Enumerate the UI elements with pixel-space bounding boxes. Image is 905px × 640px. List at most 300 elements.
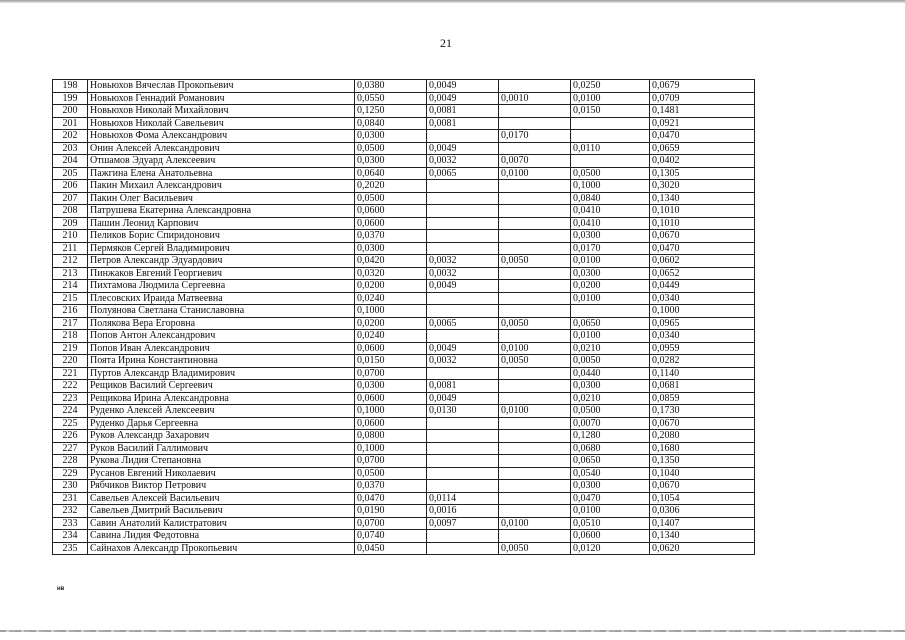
value-col-3 bbox=[499, 367, 571, 380]
value-col-2: 0,0049 bbox=[427, 80, 499, 93]
page-number: 21 bbox=[440, 36, 452, 50]
table-row bbox=[53, 442, 755, 455]
value-col-1: 0,0800 bbox=[355, 430, 427, 443]
value-total: 0,0659 bbox=[650, 142, 755, 155]
row-number: 202 bbox=[53, 130, 88, 143]
value-col-1: 0,0700 bbox=[355, 367, 427, 380]
value-col-1: 0,0200 bbox=[355, 317, 427, 330]
value-col-3: 0,0100 bbox=[499, 167, 571, 180]
value-col-4: 0,0840 bbox=[571, 192, 650, 205]
value-total: 0,0470 bbox=[650, 130, 755, 143]
table-row bbox=[53, 367, 755, 380]
value-col-4: 0,0210 bbox=[571, 392, 650, 405]
value-col-3 bbox=[499, 492, 571, 505]
value-col-3: 0,0010 bbox=[499, 92, 571, 105]
owner-name: Русанов Евгений Николаевич bbox=[88, 467, 355, 480]
owner-name: Рябчиков Виктор Петрович bbox=[88, 480, 355, 493]
value-col-2: 0,0065 bbox=[427, 167, 499, 180]
value-col-4: 0,0200 bbox=[571, 280, 650, 293]
value-col-1: 0,0300 bbox=[355, 242, 427, 255]
value-col-4 bbox=[571, 130, 650, 143]
value-col-1: 0,0200 bbox=[355, 280, 427, 293]
value-col-3 bbox=[499, 330, 571, 343]
value-total: 0,0859 bbox=[650, 392, 755, 405]
footer-mark: нв bbox=[57, 586, 65, 592]
value-col-3 bbox=[499, 192, 571, 205]
table-row bbox=[53, 192, 755, 205]
table-row bbox=[53, 417, 755, 430]
value-total: 0,0670 bbox=[650, 230, 755, 243]
value-total: 0,1040 bbox=[650, 467, 755, 480]
owner-name: Отшамов Эдуард Алексеевич bbox=[88, 155, 355, 168]
value-col-1: 0,0550 bbox=[355, 92, 427, 105]
value-total: 0,1680 bbox=[650, 442, 755, 455]
table-row bbox=[53, 205, 755, 218]
value-col-4: 0,0100 bbox=[571, 255, 650, 268]
row-number: 211 bbox=[53, 242, 88, 255]
table-row bbox=[53, 80, 755, 93]
value-col-1: 0,0240 bbox=[355, 330, 427, 343]
owner-name: Попов Иван Александрович bbox=[88, 342, 355, 355]
table-row bbox=[53, 142, 755, 155]
value-total: 0,0340 bbox=[650, 330, 755, 343]
value-col-2 bbox=[427, 480, 499, 493]
value-total: 0,1054 bbox=[650, 492, 755, 505]
value-col-1: 0,0300 bbox=[355, 130, 427, 143]
row-number: 220 bbox=[53, 355, 88, 368]
value-col-3 bbox=[499, 267, 571, 280]
value-col-1: 0,0600 bbox=[355, 217, 427, 230]
value-col-3 bbox=[499, 417, 571, 430]
value-col-2 bbox=[427, 442, 499, 455]
value-total: 0,0965 bbox=[650, 317, 755, 330]
value-col-2: 0,0081 bbox=[427, 380, 499, 393]
value-total: 0,1730 bbox=[650, 405, 755, 418]
owner-name: Новьюхов Николай Михайлович bbox=[88, 105, 355, 118]
value-col-4: 0,0650 bbox=[571, 317, 650, 330]
value-col-3: 0,0050 bbox=[499, 542, 571, 555]
value-col-4 bbox=[571, 155, 650, 168]
table-row bbox=[53, 517, 755, 530]
shares-table bbox=[52, 79, 755, 555]
value-total: 0,1000 bbox=[650, 305, 755, 318]
value-col-4: 0,0110 bbox=[571, 142, 650, 155]
value-col-1: 0,0450 bbox=[355, 542, 427, 555]
row-number: 234 bbox=[53, 530, 88, 543]
value-col-2 bbox=[427, 430, 499, 443]
value-col-4: 0,0210 bbox=[571, 342, 650, 355]
value-total: 0,1140 bbox=[650, 367, 755, 380]
row-number: 221 bbox=[53, 367, 88, 380]
owner-name: Савин Анатолий Калистратович bbox=[88, 517, 355, 530]
row-number: 225 bbox=[53, 417, 88, 430]
value-col-4: 0,0680 bbox=[571, 442, 650, 455]
row-number: 226 bbox=[53, 430, 88, 443]
value-col-1: 0,0150 bbox=[355, 355, 427, 368]
value-col-4: 0,0600 bbox=[571, 530, 650, 543]
value-total: 0,0470 bbox=[650, 242, 755, 255]
value-total: 0,1350 bbox=[650, 455, 755, 468]
value-col-2 bbox=[427, 242, 499, 255]
value-col-1: 0,0600 bbox=[355, 205, 427, 218]
table-row bbox=[53, 180, 755, 193]
value-col-1: 0,0300 bbox=[355, 155, 427, 168]
value-col-3 bbox=[499, 242, 571, 255]
row-number: 227 bbox=[53, 442, 88, 455]
value-total: 0,0652 bbox=[650, 267, 755, 280]
owner-name: Рещикова Ирина Александровна bbox=[88, 392, 355, 405]
owner-name: Пеликов Борис Спиридонович bbox=[88, 230, 355, 243]
value-col-3: 0,0100 bbox=[499, 405, 571, 418]
value-col-4: 0,0100 bbox=[571, 292, 650, 305]
table-row bbox=[53, 355, 755, 368]
value-col-1: 0,0840 bbox=[355, 117, 427, 130]
value-col-2: 0,0130 bbox=[427, 405, 499, 418]
value-col-2: 0,0032 bbox=[427, 355, 499, 368]
value-total: 0,0959 bbox=[650, 342, 755, 355]
value-col-3 bbox=[499, 480, 571, 493]
value-col-1: 0,0740 bbox=[355, 530, 427, 543]
row-number: 198 bbox=[53, 80, 88, 93]
table-row bbox=[53, 330, 755, 343]
table-row bbox=[53, 317, 755, 330]
row-number: 204 bbox=[53, 155, 88, 168]
value-total: 0,1407 bbox=[650, 517, 755, 530]
value-col-3: 0,0170 bbox=[499, 130, 571, 143]
owner-name: Пуртов Александр Владимирович bbox=[88, 367, 355, 380]
value-total: 0,0679 bbox=[650, 80, 755, 93]
owner-name: Плесовских Ираида Матвеевна bbox=[88, 292, 355, 305]
table-row bbox=[53, 292, 755, 305]
value-col-3 bbox=[499, 180, 571, 193]
value-col-3 bbox=[499, 230, 571, 243]
row-number: 217 bbox=[53, 317, 88, 330]
table-row bbox=[53, 255, 755, 268]
owner-name: Полякова Вера Егоровна bbox=[88, 317, 355, 330]
value-col-1: 0,0370 bbox=[355, 230, 427, 243]
owner-name: Пашин Леонид Карпович bbox=[88, 217, 355, 230]
value-col-4: 0,0120 bbox=[571, 542, 650, 555]
value-col-2: 0,0032 bbox=[427, 155, 499, 168]
value-col-4: 0,0470 bbox=[571, 492, 650, 505]
value-total: 0,0921 bbox=[650, 117, 755, 130]
value-col-2: 0,0081 bbox=[427, 105, 499, 118]
value-col-1: 0,0300 bbox=[355, 380, 427, 393]
value-col-2: 0,0049 bbox=[427, 142, 499, 155]
table-row bbox=[53, 92, 755, 105]
value-total: 0,0670 bbox=[650, 417, 755, 430]
value-col-2: 0,0032 bbox=[427, 267, 499, 280]
value-col-4: 0,0100 bbox=[571, 92, 650, 105]
value-total: 0,1481 bbox=[650, 105, 755, 118]
value-col-4: 0,0150 bbox=[571, 105, 650, 118]
value-col-4: 0,0410 bbox=[571, 205, 650, 218]
value-col-4: 0,0300 bbox=[571, 480, 650, 493]
owner-name: Пермяков Сергей Владимирович bbox=[88, 242, 355, 255]
value-col-1: 0,0500 bbox=[355, 142, 427, 155]
value-col-3: 0,0100 bbox=[499, 342, 571, 355]
owner-name: Руденко Дарья Сергеевна bbox=[88, 417, 355, 430]
value-col-3 bbox=[499, 392, 571, 405]
value-col-4 bbox=[571, 117, 650, 130]
row-number: 212 bbox=[53, 255, 88, 268]
owner-name: Петров Александр Эдуардович bbox=[88, 255, 355, 268]
value-col-1: 0,0320 bbox=[355, 267, 427, 280]
owner-name: Поята Ирина Константиновна bbox=[88, 355, 355, 368]
row-number: 206 bbox=[53, 180, 88, 193]
row-number: 233 bbox=[53, 517, 88, 530]
value-col-2 bbox=[427, 530, 499, 543]
row-number: 200 bbox=[53, 105, 88, 118]
value-col-4: 0,0300 bbox=[571, 230, 650, 243]
value-col-1: 0,0600 bbox=[355, 417, 427, 430]
table-row bbox=[53, 342, 755, 355]
value-col-2: 0,0032 bbox=[427, 255, 499, 268]
table-row bbox=[53, 130, 755, 143]
value-total: 0,1010 bbox=[650, 205, 755, 218]
table-row bbox=[53, 155, 755, 168]
table-row bbox=[53, 230, 755, 243]
table-row bbox=[53, 405, 755, 418]
owner-name: Рукова Лидия Степановна bbox=[88, 455, 355, 468]
row-number: 223 bbox=[53, 392, 88, 405]
table-row bbox=[53, 117, 755, 130]
owner-name: Пакин Михаил Александрович bbox=[88, 180, 355, 193]
value-col-2 bbox=[427, 455, 499, 468]
owner-name: Рещиков Василий Сергеевич bbox=[88, 380, 355, 393]
value-col-3: 0,0050 bbox=[499, 317, 571, 330]
value-col-4: 0,1280 bbox=[571, 430, 650, 443]
value-col-2 bbox=[427, 417, 499, 430]
value-col-3 bbox=[499, 205, 571, 218]
value-col-1: 0,0470 bbox=[355, 492, 427, 505]
value-col-1: 0,0380 bbox=[355, 80, 427, 93]
value-col-4: 0,0070 bbox=[571, 417, 650, 430]
value-col-2: 0,0049 bbox=[427, 392, 499, 405]
row-number: 228 bbox=[53, 455, 88, 468]
row-number: 231 bbox=[53, 492, 88, 505]
table-row bbox=[53, 280, 755, 293]
owner-name: Пажгина Елена Анатольевна bbox=[88, 167, 355, 180]
owner-name: Пинжаков Евгений Георгиевич bbox=[88, 267, 355, 280]
value-total: 0,1010 bbox=[650, 217, 755, 230]
value-col-3 bbox=[499, 80, 571, 93]
row-number: 232 bbox=[53, 505, 88, 518]
value-col-3 bbox=[499, 105, 571, 118]
row-number: 214 bbox=[53, 280, 88, 293]
value-col-2 bbox=[427, 330, 499, 343]
value-col-3 bbox=[499, 442, 571, 455]
table-row bbox=[53, 105, 755, 118]
table-row bbox=[53, 305, 755, 318]
value-col-4: 0,0510 bbox=[571, 517, 650, 530]
row-number: 208 bbox=[53, 205, 88, 218]
value-total: 0,0449 bbox=[650, 280, 755, 293]
row-number: 215 bbox=[53, 292, 88, 305]
owner-name: Новьюхов Фома Александрович bbox=[88, 130, 355, 143]
table-row bbox=[53, 392, 755, 405]
table-row bbox=[53, 492, 755, 505]
value-col-3 bbox=[499, 505, 571, 518]
value-col-4: 0,0650 bbox=[571, 455, 650, 468]
value-col-1: 0,0640 bbox=[355, 167, 427, 180]
row-number: 201 bbox=[53, 117, 88, 130]
owner-name: Попов Антон Александрович bbox=[88, 330, 355, 343]
scan-edge-top bbox=[0, 0, 905, 3]
row-number: 199 bbox=[53, 92, 88, 105]
table-row bbox=[53, 455, 755, 468]
value-col-3: 0,0100 bbox=[499, 517, 571, 530]
value-col-2 bbox=[427, 305, 499, 318]
value-col-2 bbox=[427, 292, 499, 305]
value-col-2 bbox=[427, 205, 499, 218]
owner-name: Онин Алексей Александрович bbox=[88, 142, 355, 155]
value-col-3 bbox=[499, 117, 571, 130]
value-total: 0,0402 bbox=[650, 155, 755, 168]
owner-name: Сайнахов Александр Прокопьевич bbox=[88, 542, 355, 555]
value-col-3: 0,0050 bbox=[499, 255, 571, 268]
owner-name: Новьюхов Николай Савельевич bbox=[88, 117, 355, 130]
value-col-4: 0,0500 bbox=[571, 167, 650, 180]
value-col-2 bbox=[427, 230, 499, 243]
owner-name: Новьюхов Геннадий Романович bbox=[88, 92, 355, 105]
value-col-1: 0,0240 bbox=[355, 292, 427, 305]
value-col-4: 0,0100 bbox=[571, 505, 650, 518]
value-col-4: 0,0170 bbox=[571, 242, 650, 255]
owner-name: Руков Василий Галлимович bbox=[88, 442, 355, 455]
table-row bbox=[53, 242, 755, 255]
owner-name: Савина Лидия Федотовна bbox=[88, 530, 355, 543]
value-col-3 bbox=[499, 530, 571, 543]
value-total: 0,0282 bbox=[650, 355, 755, 368]
value-total: 0,1305 bbox=[650, 167, 755, 180]
value-col-3: 0,0050 bbox=[499, 355, 571, 368]
value-col-2: 0,0065 bbox=[427, 317, 499, 330]
value-col-2: 0,0016 bbox=[427, 505, 499, 518]
table-row bbox=[53, 530, 755, 543]
row-number: 216 bbox=[53, 305, 88, 318]
row-number: 210 bbox=[53, 230, 88, 243]
table-row bbox=[53, 167, 755, 180]
value-total: 0,3020 bbox=[650, 180, 755, 193]
value-col-3 bbox=[499, 142, 571, 155]
value-col-2 bbox=[427, 217, 499, 230]
row-number: 218 bbox=[53, 330, 88, 343]
value-col-2 bbox=[427, 192, 499, 205]
value-total: 0,0602 bbox=[650, 255, 755, 268]
row-number: 229 bbox=[53, 467, 88, 480]
row-number: 235 bbox=[53, 542, 88, 555]
owner-name: Патрушева Екатерина Александровна bbox=[88, 205, 355, 218]
value-col-1: 0,0700 bbox=[355, 455, 427, 468]
row-number: 205 bbox=[53, 167, 88, 180]
value-col-1: 0,0190 bbox=[355, 505, 427, 518]
value-total: 0,1340 bbox=[650, 192, 755, 205]
value-col-4: 0,1000 bbox=[571, 180, 650, 193]
value-col-1: 0,0420 bbox=[355, 255, 427, 268]
value-col-2 bbox=[427, 130, 499, 143]
value-total: 0,0670 bbox=[650, 480, 755, 493]
owner-name: Руденко Алексей Алексеевич bbox=[88, 405, 355, 418]
value-col-3 bbox=[499, 280, 571, 293]
value-col-2 bbox=[427, 542, 499, 555]
value-total: 0,0340 bbox=[650, 292, 755, 305]
value-col-1: 0,0500 bbox=[355, 192, 427, 205]
value-col-3 bbox=[499, 292, 571, 305]
value-col-1: 0,1000 bbox=[355, 305, 427, 318]
value-col-2 bbox=[427, 180, 499, 193]
value-col-2: 0,0049 bbox=[427, 342, 499, 355]
value-col-1: 0,1000 bbox=[355, 442, 427, 455]
table-row bbox=[53, 480, 755, 493]
value-col-3 bbox=[499, 380, 571, 393]
owner-name: Савельев Алексей Васильевич bbox=[88, 492, 355, 505]
row-number: 219 bbox=[53, 342, 88, 355]
value-col-3 bbox=[499, 455, 571, 468]
value-col-3: 0,0070 bbox=[499, 155, 571, 168]
value-total: 0,1340 bbox=[650, 530, 755, 543]
value-col-2: 0,0114 bbox=[427, 492, 499, 505]
value-col-2: 0,0097 bbox=[427, 517, 499, 530]
row-number: 224 bbox=[53, 405, 88, 418]
value-col-3 bbox=[499, 467, 571, 480]
table-row bbox=[53, 380, 755, 393]
value-col-1: 0,0370 bbox=[355, 480, 427, 493]
value-col-2: 0,0081 bbox=[427, 117, 499, 130]
value-col-1: 0,1250 bbox=[355, 105, 427, 118]
value-col-1: 0,0700 bbox=[355, 517, 427, 530]
value-col-2: 0,0049 bbox=[427, 92, 499, 105]
owner-name: Руков Александр Захарович bbox=[88, 430, 355, 443]
value-col-4: 0,0300 bbox=[571, 380, 650, 393]
owner-name: Пакин Олег Васильевич bbox=[88, 192, 355, 205]
value-col-3 bbox=[499, 305, 571, 318]
row-number: 213 bbox=[53, 267, 88, 280]
table-body bbox=[53, 80, 755, 555]
table-row bbox=[53, 467, 755, 480]
table-row bbox=[53, 267, 755, 280]
value-col-2 bbox=[427, 367, 499, 380]
value-col-2 bbox=[427, 467, 499, 480]
value-col-4: 0,0100 bbox=[571, 330, 650, 343]
value-total: 0,0709 bbox=[650, 92, 755, 105]
table-row bbox=[53, 430, 755, 443]
row-number: 207 bbox=[53, 192, 88, 205]
owner-name: Пихтамова Людмила Сергеевна bbox=[88, 280, 355, 293]
value-total: 0,0620 bbox=[650, 542, 755, 555]
value-total: 0,0306 bbox=[650, 505, 755, 518]
value-col-4: 0,0250 bbox=[571, 80, 650, 93]
value-col-4 bbox=[571, 305, 650, 318]
scan-edge-bottom bbox=[0, 630, 905, 632]
value-col-4: 0,0500 bbox=[571, 405, 650, 418]
table-row bbox=[53, 542, 755, 555]
row-number: 222 bbox=[53, 380, 88, 393]
value-total: 0,0681 bbox=[650, 380, 755, 393]
value-col-1: 0,0600 bbox=[355, 392, 427, 405]
value-col-4: 0,0300 bbox=[571, 267, 650, 280]
owner-name: Полуянова Светлана Станиславовна bbox=[88, 305, 355, 318]
value-col-4: 0,0410 bbox=[571, 217, 650, 230]
value-col-4: 0,0050 bbox=[571, 355, 650, 368]
value-col-3 bbox=[499, 217, 571, 230]
value-total: 0,2080 bbox=[650, 430, 755, 443]
value-col-1: 0,1000 bbox=[355, 405, 427, 418]
table-row bbox=[53, 217, 755, 230]
row-number: 203 bbox=[53, 142, 88, 155]
value-col-1: 0,0600 bbox=[355, 342, 427, 355]
value-col-4: 0,0540 bbox=[571, 467, 650, 480]
